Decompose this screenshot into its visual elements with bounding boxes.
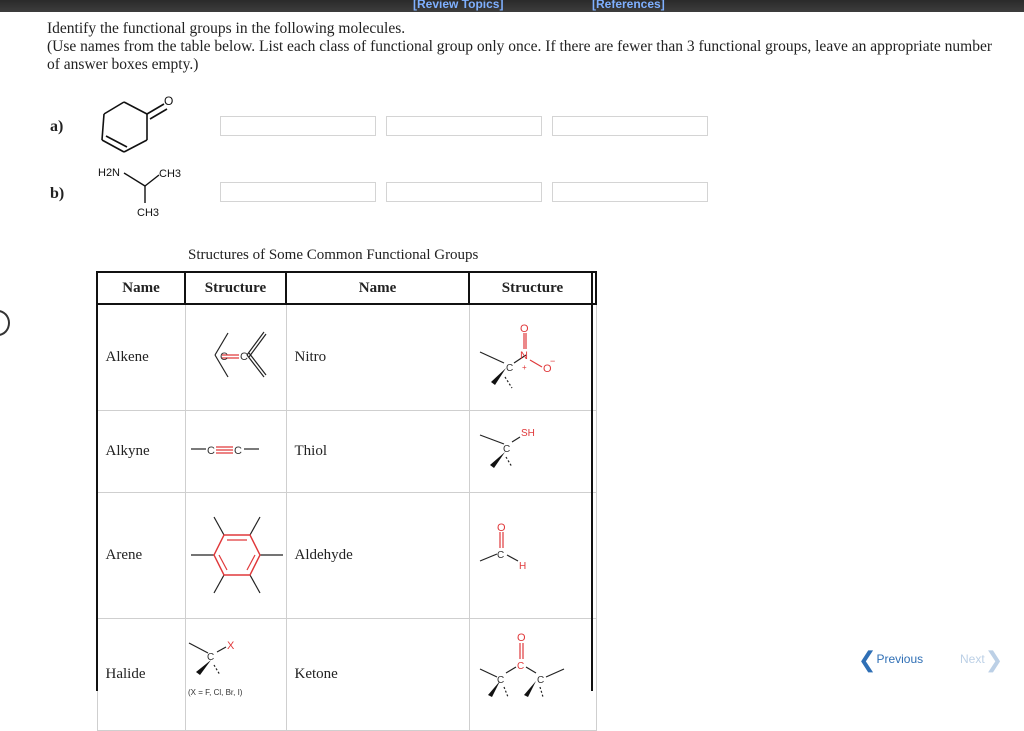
- alkene-structure: [185, 304, 286, 411]
- svg-text:C: C: [496, 675, 504, 686]
- question-b-label: b): [50, 185, 65, 202]
- methyl-label-2: CH3: [137, 207, 160, 219]
- group-name: Nitro: [286, 304, 469, 411]
- amine-structure: [95, 160, 195, 226]
- svg-text:C: C: [219, 351, 228, 363]
- methyl-label-1: CH3: [159, 168, 182, 180]
- table-title: Structures of Some Common Functional Groups: [188, 247, 479, 263]
- oxygen-label: O: [164, 94, 174, 108]
- table-border-right: [591, 271, 593, 691]
- svg-text:C: C: [516, 661, 524, 672]
- ketone-structure: [469, 619, 596, 731]
- next-label: Next: [960, 652, 985, 667]
- instructions-line-2: (Use names from the table below. List each class of functional group only once. If there are fewer than 3 functional groups, leave an appropriate number of answer boxes empty.): [47, 38, 993, 73]
- group-name: Ketone: [286, 619, 469, 731]
- cyclohexenone-structure: [92, 90, 182, 160]
- next-button[interactable]: [960, 647, 1003, 673]
- svg-text:−: −: [549, 356, 555, 366]
- answer-b-2-input[interactable]: [386, 182, 542, 202]
- halide-note: (X = F, Cl, Br, I): [187, 688, 242, 697]
- side-toggle-button[interactable]: [0, 310, 10, 336]
- instructions: [47, 20, 1007, 74]
- table-row: [97, 619, 596, 731]
- svg-text:C: C: [206, 652, 214, 663]
- previous-button[interactable]: [858, 647, 923, 673]
- answer-b-3-input[interactable]: [552, 182, 708, 202]
- svg-text:C: C: [502, 444, 510, 455]
- svg-text:C: C: [505, 363, 513, 374]
- table-header-row: [97, 272, 596, 304]
- question-a-label: a): [50, 118, 64, 135]
- header-name-1: Name: [97, 272, 185, 304]
- svg-text:O: O: [516, 632, 526, 644]
- group-name: Alkyne: [97, 411, 185, 493]
- svg-text:C: C: [206, 445, 215, 457]
- aldehyde-structure: [469, 493, 596, 619]
- alkyne-structure: [185, 411, 286, 493]
- svg-text:C: C: [536, 675, 544, 686]
- group-name: Thiol: [286, 411, 469, 493]
- table-row: [97, 493, 596, 619]
- functional-groups-table: [96, 271, 597, 731]
- table-border-left: [96, 271, 98, 691]
- references-link[interactable]: [References]: [592, 0, 665, 11]
- answer-a-3-input[interactable]: [552, 116, 708, 136]
- header-name-2: Name: [286, 272, 469, 304]
- header-structure-1: Structure: [185, 272, 286, 304]
- svg-text:O: O: [519, 323, 529, 335]
- group-name: Aldehyde: [286, 493, 469, 619]
- review-topics-link[interactable]: [Review Topics]: [413, 0, 504, 11]
- top-toolbar: [0, 0, 1024, 12]
- svg-text:C: C: [496, 550, 504, 561]
- nitro-structure: [469, 304, 596, 411]
- halide-structure: [185, 619, 286, 731]
- answer-a-1-input[interactable]: [220, 116, 376, 136]
- svg-text:O: O: [496, 522, 506, 534]
- svg-text:C: C: [239, 351, 248, 363]
- arene-structure: [185, 493, 286, 619]
- answer-a-2-input[interactable]: [386, 116, 542, 136]
- svg-text:SH: SH: [520, 428, 535, 439]
- svg-text:C: C: [233, 445, 242, 457]
- thiol-structure: [469, 411, 596, 493]
- group-name: Arene: [97, 493, 185, 619]
- table-row: [97, 304, 596, 411]
- svg-text:N: N: [519, 350, 528, 362]
- instructions-line-1: Identify the functional groups in the following molecules.: [47, 20, 406, 37]
- svg-text:+: +: [521, 363, 527, 372]
- group-name: Alkene: [97, 304, 185, 411]
- svg-text:H: H: [518, 561, 526, 572]
- svg-text:O: O: [542, 363, 552, 375]
- previous-label: Previous: [876, 652, 924, 667]
- answer-b-1-input[interactable]: [220, 182, 376, 202]
- group-name: Halide: [97, 619, 185, 731]
- table-row: [97, 411, 596, 493]
- header-structure-2: Structure: [469, 272, 596, 304]
- nh2-label: H2N: [98, 167, 121, 179]
- chevron-left-icon: ❮: [858, 647, 877, 672]
- chevron-right-icon: ❯: [984, 647, 1004, 672]
- svg-text:X: X: [226, 640, 234, 652]
